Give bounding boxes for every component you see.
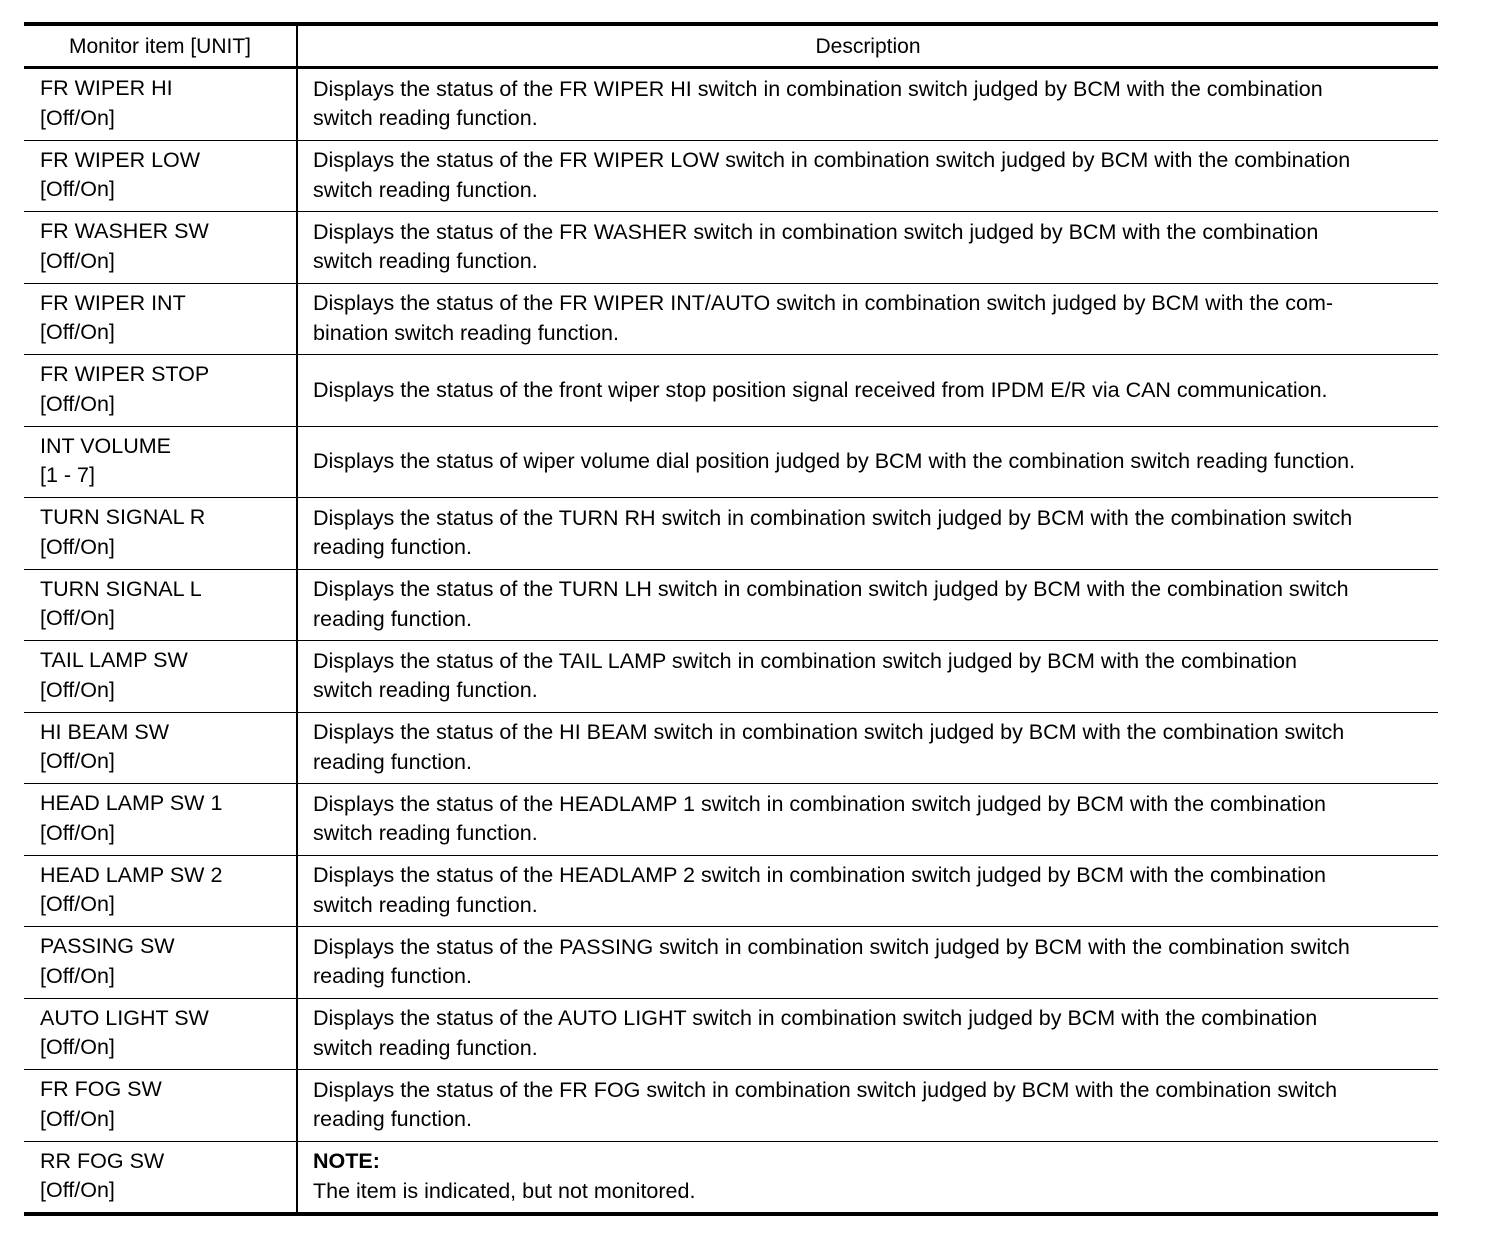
monitor-item-cell — [24, 569, 297, 641]
monitor-item-unit: [Off/On] — [40, 534, 115, 559]
table-row — [24, 140, 1438, 212]
description-cell — [297, 1070, 1438, 1142]
description-cell — [297, 855, 1438, 927]
description-cell — [297, 998, 1438, 1070]
monitor-item-name: FR WIPER LOW — [40, 147, 201, 172]
description-text: reading function. — [313, 1107, 472, 1132]
description-text: Displays the status of the TURN RH switch in combination switch judged by BCM with the combination switch — [313, 505, 1353, 530]
description-text: bination switch reading function. — [313, 320, 619, 345]
monitor-item-name: RR FOG SW — [40, 1148, 165, 1173]
monitor-item-unit: [Off/On] — [40, 105, 115, 130]
monitor-item-name: PASSING SW — [40, 934, 175, 958]
description-text: Displays the status of the TAIL LAMP switch in combination switch judged by BCM with the combination — [313, 648, 1297, 673]
monitor-item-unit: [Off/On] — [40, 963, 115, 988]
table-row — [24, 1141, 1438, 1214]
description-text: switch reading function. — [313, 892, 538, 917]
monitor-item-unit: [Off/On] — [40, 677, 115, 702]
monitor-item-unit: [1 - 7] — [40, 463, 95, 487]
description-text: switch reading function. — [313, 1035, 538, 1060]
description-text: switch reading function. — [313, 821, 538, 846]
monitor-item-cell — [24, 355, 297, 427]
monitor-item-table — [24, 22, 1438, 1216]
monitor-item-unit: [Off/On] — [40, 1178, 115, 1202]
table-row — [24, 998, 1438, 1070]
description-text: reading function. — [313, 606, 472, 631]
monitor-item-unit: [Off/On] — [40, 1106, 115, 1131]
description-text: Displays the status of the PASSING switch in combination switch judged by BCM with the combination switch — [313, 934, 1350, 959]
monitor-item-name: FR WASHER SW — [40, 219, 209, 243]
monitor-item-cell — [24, 1141, 297, 1214]
description-text: Displays the status of the FR WIPER INT/AUTO switch in combination switch judged by BCM with the com- — [313, 291, 1334, 316]
monitor-item-name: INT VOLUME — [40, 433, 172, 458]
table-row — [24, 68, 1438, 141]
table-row — [24, 855, 1438, 927]
table-row — [24, 569, 1438, 641]
description-text: Displays the status of the TURN LH switch in combination switch judged by BCM with the combination switch — [313, 577, 1349, 602]
monitor-item-name: FR WIPER INT — [40, 290, 186, 315]
description-text: Displays the status of the FR WASHER switch in combination switch judged by BCM with the combination — [313, 219, 1319, 244]
table-row — [24, 1070, 1438, 1142]
column-header-monitor-item: Monitor item [UNIT] — [24, 24, 297, 68]
monitor-item-cell — [24, 641, 297, 713]
description-text: reading function. — [313, 964, 472, 989]
monitor-item-cell — [24, 927, 297, 999]
monitor-item-cell — [24, 1070, 297, 1142]
description-cell — [297, 498, 1438, 570]
table-row — [24, 712, 1438, 784]
monitor-item-unit: [Off/On] — [40, 820, 115, 845]
description-text: Displays the status of the AUTO LIGHT switch in combination switch judged by BCM with the combination — [313, 1006, 1318, 1031]
monitor-item-cell — [24, 712, 297, 784]
monitor-item-name: HI BEAM SW — [40, 719, 170, 744]
description-cell — [297, 927, 1438, 999]
monitor-item-unit: [Off/On] — [40, 248, 115, 273]
monitor-item-name: HEAD LAMP SW 2 — [40, 862, 223, 887]
description-text: switch reading function. — [313, 106, 538, 131]
table-header-row — [24, 24, 1438, 68]
monitor-item-name: FR FOG SW — [40, 1077, 162, 1101]
monitor-item-name: TAIL LAMP SW — [40, 648, 188, 672]
monitor-item-name: HEAD LAMP SW 1 — [40, 791, 223, 815]
monitor-item-cell — [24, 855, 297, 927]
monitor-item-unit: [Off/On] — [40, 606, 115, 630]
monitor-item-cell — [24, 784, 297, 856]
description-text: Displays the status of the HEADLAMP 1 switch in combination switch judged by BCM with the combination — [313, 791, 1326, 816]
description-text: reading function. — [313, 535, 472, 560]
description-text: The item is indicated, but not monitored. — [313, 1178, 696, 1203]
description-text: Displays the status of the FR WIPER LOW switch in combination switch judged by BCM with the combination — [313, 148, 1351, 173]
monitor-item-cell — [24, 998, 297, 1070]
description-text: Displays the status of the FR WIPER HI switch in combination switch judged by BCM with the combination — [313, 76, 1323, 101]
monitor-item-unit: [Off/On] — [40, 177, 115, 201]
monitor-item-cell — [24, 68, 297, 141]
description-text: Displays the status of the FR FOG switch in combination switch judged by BCM with the combination switch — [313, 1077, 1338, 1102]
description-cell — [297, 712, 1438, 784]
description-text: Displays the status of the front wiper stop position signal received from IPDM E/R via CAN communication. — [313, 377, 1328, 402]
monitor-item-cell — [24, 498, 297, 570]
description-text: Displays the status of the HEADLAMP 2 switch in combination switch judged by BCM with the combination — [313, 863, 1326, 888]
description-cell — [297, 784, 1438, 856]
monitor-item-cell — [24, 140, 297, 212]
monitor-item-cell — [24, 283, 297, 355]
monitor-item-unit: [Off/On] — [40, 391, 115, 416]
monitor-item-unit: [Off/On] — [40, 892, 115, 916]
monitor-item-cell — [24, 426, 297, 498]
description-cell — [297, 355, 1438, 427]
table-row — [24, 641, 1438, 713]
monitor-item-unit: [Off/On] — [40, 749, 115, 773]
description-cell — [297, 140, 1438, 212]
description-text: switch reading function. — [313, 177, 538, 202]
description-text: switch reading function. — [313, 249, 538, 274]
table-row — [24, 212, 1438, 284]
table-row — [24, 426, 1438, 498]
monitor-item-cell — [24, 212, 297, 284]
monitor-item-name: FR WIPER STOP — [40, 362, 210, 386]
monitor-item-name: TURN SIGNAL L — [40, 576, 202, 601]
column-header-description: Description — [297, 24, 1438, 68]
description-cell — [297, 212, 1438, 284]
table-row — [24, 927, 1438, 999]
description-cell — [297, 426, 1438, 498]
description-text: Displays the status of the HI BEAM switch in combination switch judged by BCM with the combination switch — [313, 720, 1345, 745]
description-cell — [297, 641, 1438, 713]
monitor-item-unit: [Off/On] — [40, 1035, 115, 1059]
description-text: switch reading function. — [313, 678, 538, 703]
description-text: Displays the status of wiper volume dial position judged by BCM with the combination switch reading function. — [313, 449, 1356, 473]
monitor-item-unit: [Off/On] — [40, 320, 115, 344]
description-cell — [297, 283, 1438, 355]
description-cell — [297, 1141, 1438, 1214]
monitor-item-name: AUTO LIGHT SW — [40, 1005, 209, 1030]
table-body — [24, 68, 1438, 1215]
monitor-item-name: TURN SIGNAL R — [40, 505, 206, 529]
table-row — [24, 355, 1438, 427]
monitor-item-name: FR WIPER HI — [40, 76, 173, 100]
table-row — [24, 784, 1438, 856]
description-text: reading function. — [313, 749, 472, 774]
table-row — [24, 498, 1438, 570]
note-label: NOTE: — [313, 1149, 380, 1174]
description-cell — [297, 569, 1438, 641]
description-cell — [297, 68, 1438, 141]
table-row — [24, 283, 1438, 355]
